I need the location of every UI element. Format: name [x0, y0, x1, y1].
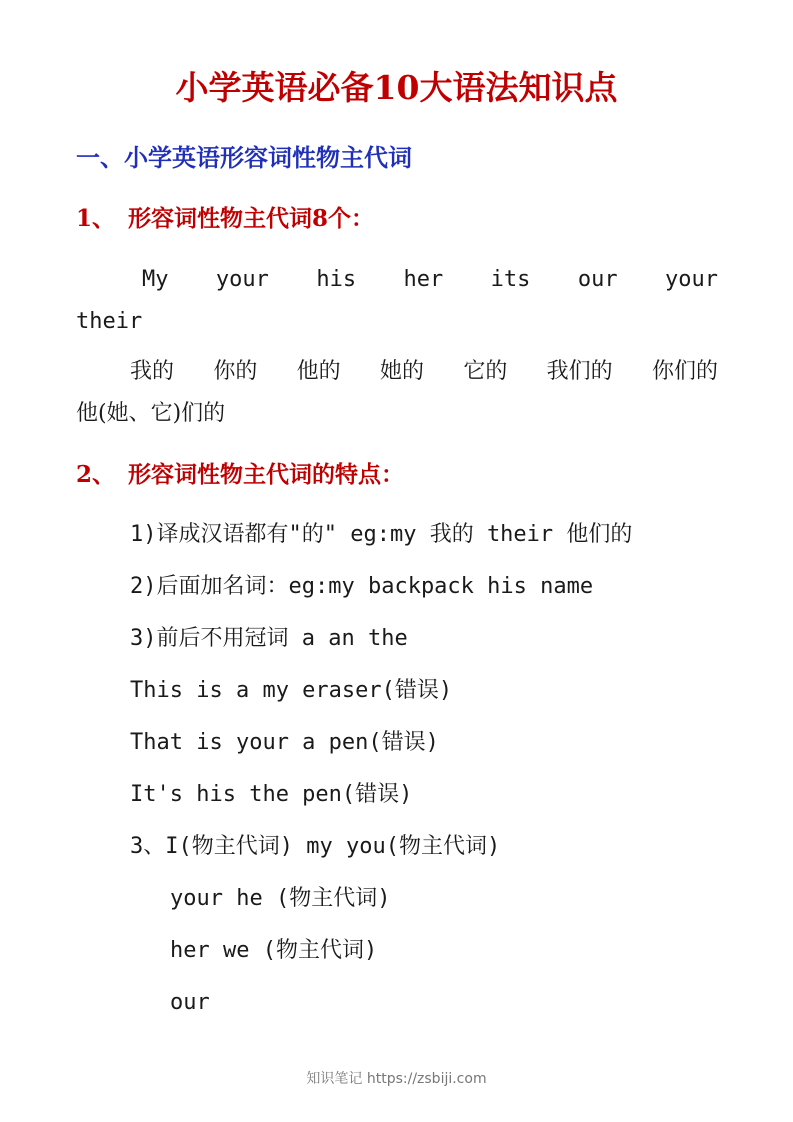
- feature-1: 1)译成汉语都有"的" eg:my 我的 their 他们的: [130, 522, 633, 547]
- pronoun-en: My: [142, 267, 169, 292]
- pronoun-zh: 它的: [463, 359, 508, 384]
- feature-2: 2)后面加名词：eg:my backpack his name: [130, 574, 594, 599]
- pronoun-en: his: [316, 267, 357, 292]
- point-2-text: 形容词性物主代词的特点：: [128, 461, 404, 488]
- pronoun-en: its: [490, 267, 531, 292]
- pronoun-en: our: [577, 267, 618, 292]
- feature-4-line-4: our: [170, 990, 210, 1015]
- pronoun-zh: 他的: [296, 359, 341, 384]
- feature-4-line-2: your he (物主代词): [170, 886, 391, 911]
- point-1-text: 形容词性物主代词8个：: [128, 205, 375, 232]
- error-example-3: It's his the pen(错误): [130, 782, 413, 807]
- watermark-footer: 知识笔记 https://zsbiji.com: [306, 1071, 487, 1087]
- pronoun-en: your: [665, 267, 718, 292]
- pronoun-en: her: [403, 267, 444, 292]
- point-2-heading: [76, 458, 404, 492]
- document-title: 小学英语必备10大语法知识点: [175, 68, 618, 107]
- pronoun-zh: 你的: [213, 359, 258, 384]
- pronoun-zh-row: [130, 356, 718, 388]
- error-example-1: This is a my eraser(错误): [130, 678, 453, 703]
- point-1-heading: [76, 202, 374, 236]
- section-heading: 一、小学英语形容词性物主代词: [76, 143, 412, 172]
- error-example-2: That is your a pen(错误): [130, 730, 439, 755]
- pronoun-en-wrap: their: [76, 309, 143, 334]
- pronoun-en: your: [215, 267, 269, 292]
- point-2-number: 2、: [76, 461, 116, 488]
- feature-4-line-3: her we (物主代词): [170, 938, 378, 963]
- pronoun-zh-wrap: 他(她、它)们的: [76, 401, 226, 426]
- feature-3: 3)前后不用冠词 a an the: [130, 626, 408, 651]
- pronoun-en-row: [142, 264, 718, 296]
- feature-4: 3、I(物主代词) my you(物主代词): [130, 834, 501, 859]
- pronoun-zh: 我们的: [546, 359, 613, 384]
- pronoun-zh: 我的: [130, 359, 175, 384]
- point-1-number: 1、: [76, 205, 116, 232]
- pronoun-zh: 你们的: [651, 359, 718, 384]
- pronoun-zh: 她的: [379, 359, 424, 384]
